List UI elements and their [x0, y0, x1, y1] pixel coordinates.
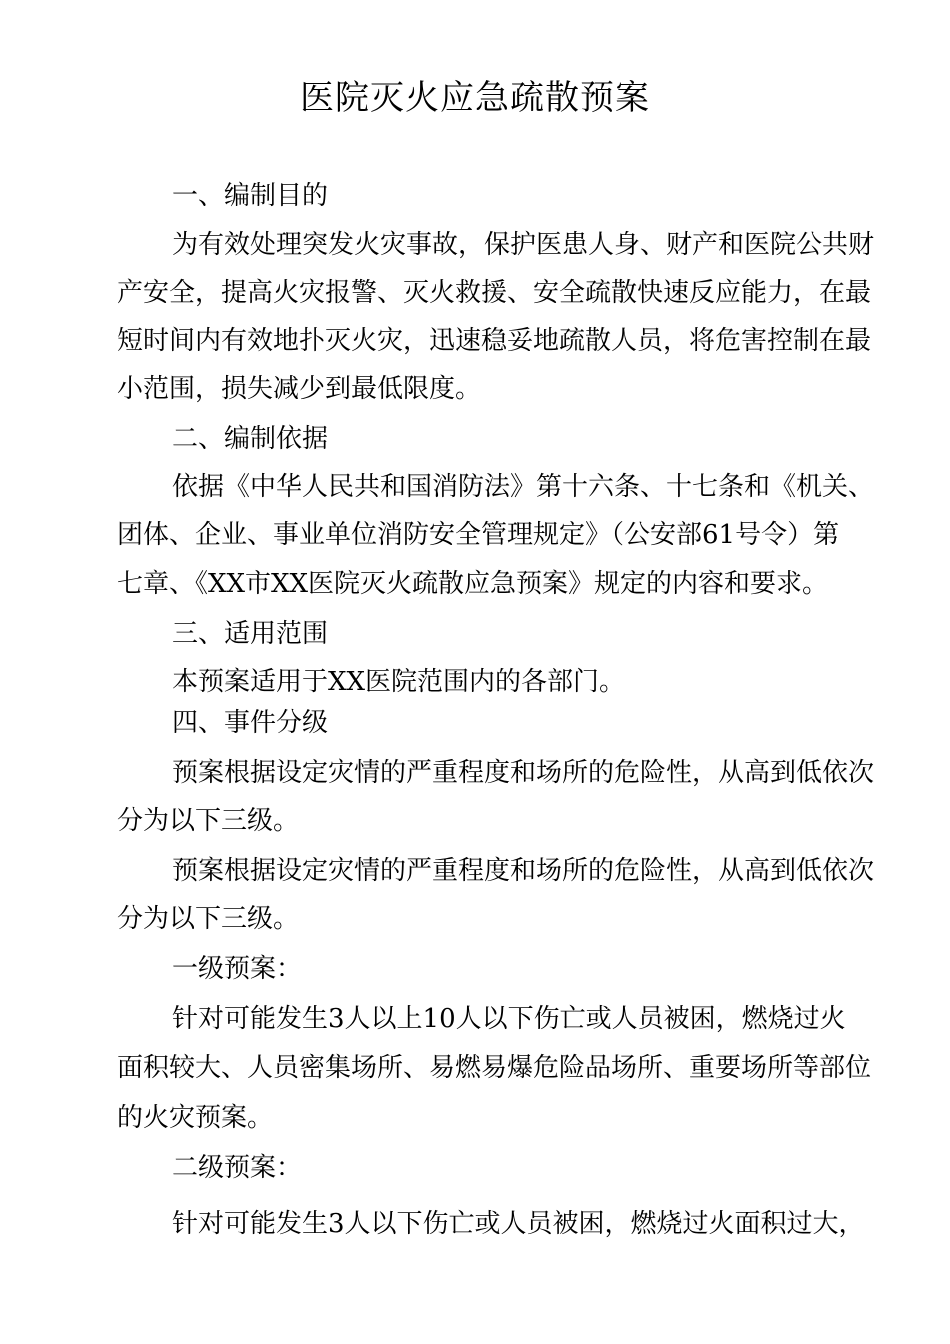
- paragraph-line: 本预案适用于XX医院范围内的各部门。: [172, 667, 626, 697]
- section-heading-purpose: 一、编制目的: [172, 181, 329, 211]
- paragraph-line: 小范围，损失减少到最低限度。: [117, 374, 482, 404]
- section-heading-scope: 三、适用范围: [172, 619, 329, 649]
- level-one-heading: 一级预案：: [172, 954, 303, 984]
- section-heading-classification: 四、事件分级: [172, 708, 329, 738]
- paragraph-line: 预案根据设定灾情的严重程度和场所的危险性，从高到低依次: [172, 856, 875, 886]
- paragraph-line: 依据《中华人民共和国消防法》第十六条、十七条和《机关、: [172, 472, 875, 502]
- section-heading-basis: 二、编制依据: [172, 424, 329, 454]
- paragraph-line: 分为以下三级。: [117, 904, 300, 934]
- paragraph-line: 产安全，提高火灾报警、灭火救援、安全疏散快速反应能力，在最: [117, 278, 872, 308]
- level-two-heading: 二级预案：: [172, 1153, 303, 1183]
- paragraph-line: 预案根据设定灾情的严重程度和场所的危险性，从高到低依次: [172, 758, 875, 788]
- paragraph-line: 针对可能发生3人以上10人以下伤亡或人员被困，燃烧过火: [172, 1004, 846, 1034]
- paragraph-line: 分为以下三级。: [117, 806, 300, 836]
- paragraph-line: 针对可能发生3人以下伤亡或人员被困，燃烧过火面积过大，: [172, 1209, 865, 1239]
- paragraph-line: 七章、《XX市XX医院灭火疏散应急预案》规定的内容和要求。: [117, 569, 829, 599]
- paragraph-line: 为有效处理突发火灾事故，保护医患人身、财产和医院公共财: [172, 230, 875, 260]
- document-title: 医院灭火应急疏散预案: [300, 78, 650, 118]
- paragraph-line: 短时间内有效地扑灭火灾，迅速稳妥地疏散人员，将危害控制在最: [117, 326, 872, 356]
- paragraph-line: 团体、企业、事业单位消防安全管理规定》（公安部61号令）第: [117, 520, 840, 550]
- paragraph-line: 的火灾预案。: [117, 1103, 274, 1133]
- paragraph-line: 面积较大、人员密集场所、易燃易爆危险品场所、重要场所等部位: [117, 1053, 872, 1083]
